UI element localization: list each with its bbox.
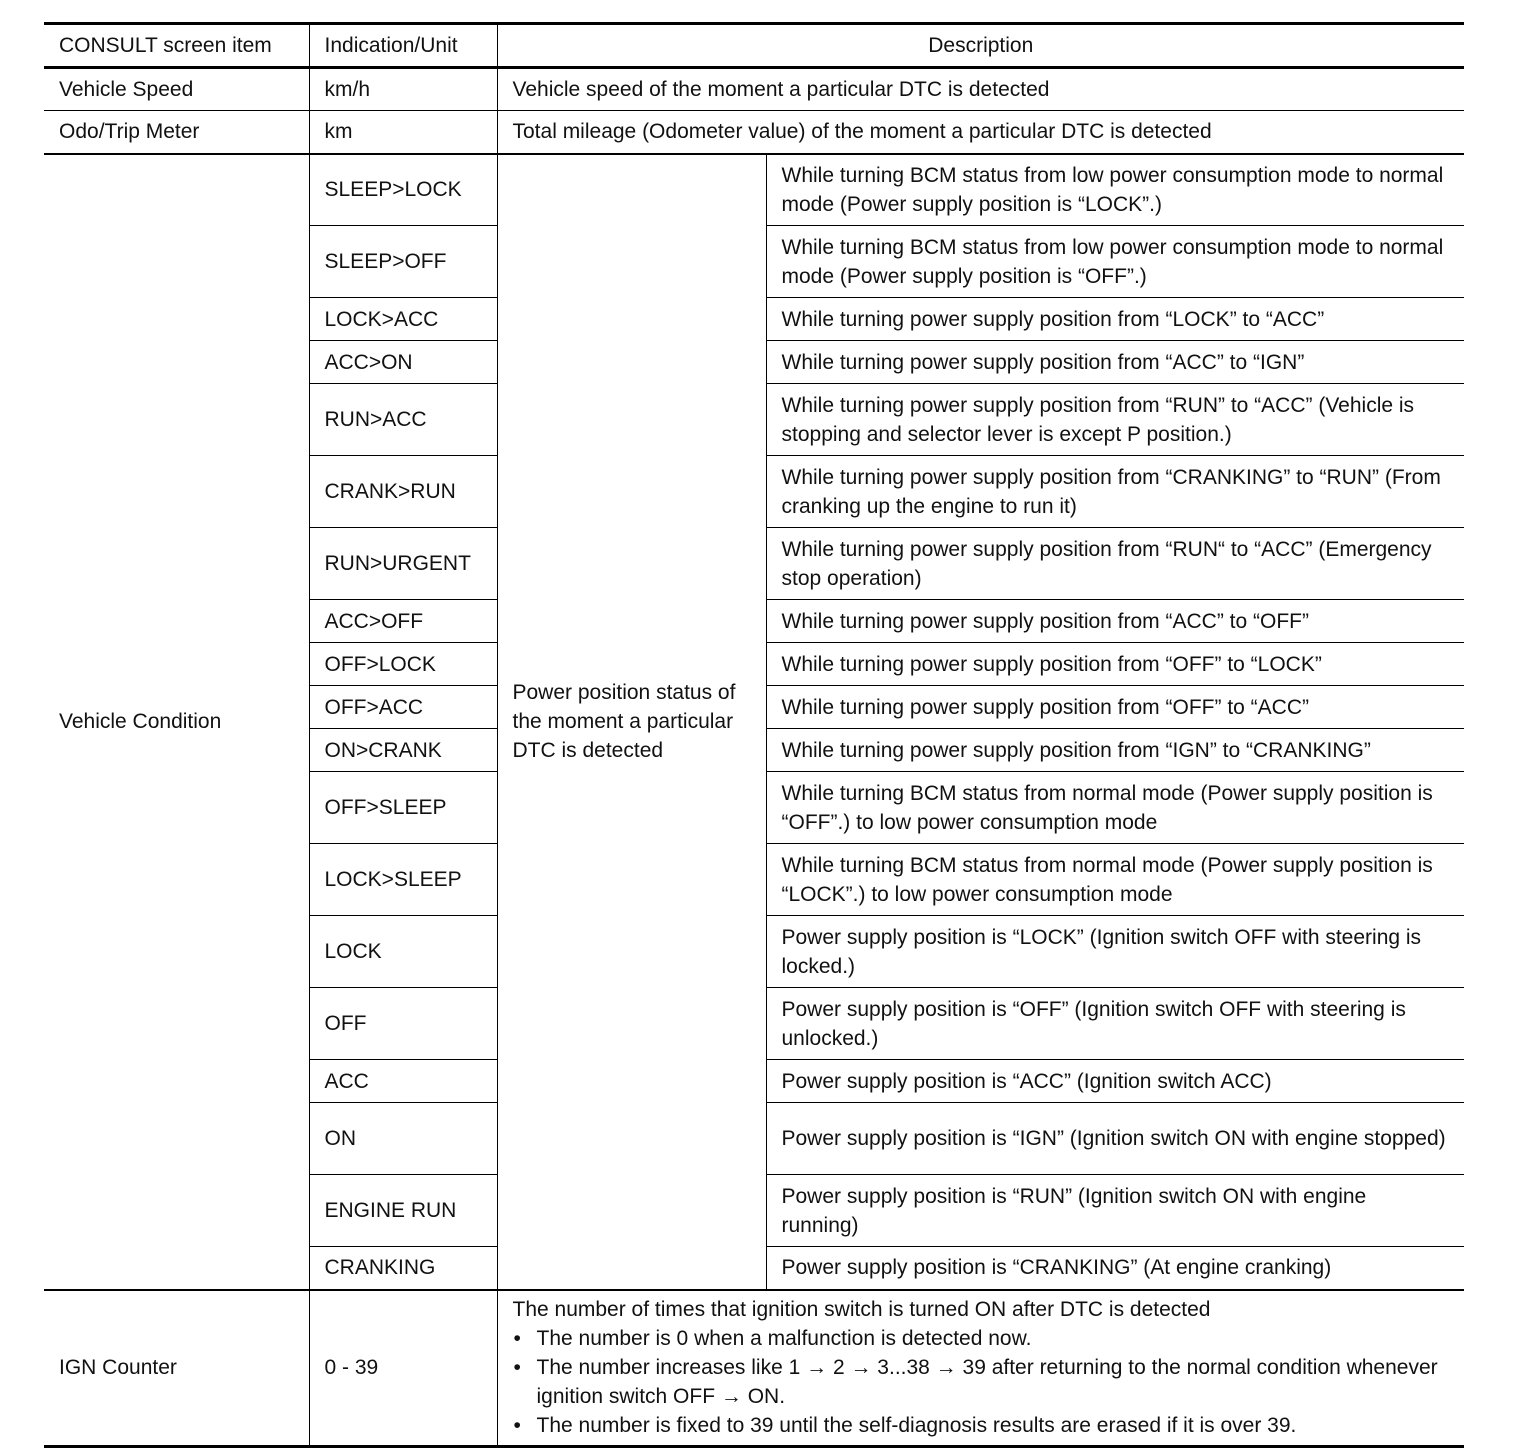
vehicle-condition-description: While turning power supply position from “RUN” to “ACC” (Vehicle is stopping and selector lever is except P position.) [766, 384, 1464, 456]
vehicle-condition-description: While turning BCM status from low power consumption mode to normal mode (Power supply position is “OFF”.) [766, 226, 1464, 298]
vehicle-condition-description: Power supply position is “CRANKING” (At engine cranking) [766, 1247, 1464, 1290]
header-consult-screen-item: CONSULT screen item [44, 24, 309, 68]
vehicle-condition-indication: SLEEP>LOCK [309, 154, 497, 226]
odo-trip-description: Total mileage (Odometer value) of the moment a particular DTC is detected [497, 111, 1464, 154]
ign-counter-intro: The number of times that ignition switch is turned ON after DTC is detected [512, 1298, 1211, 1322]
odo-trip-unit: km [309, 111, 497, 154]
ign-counter-item: IGN Counter [44, 1290, 309, 1447]
vehicle-condition-description: While turning power supply position from “IGN” to “CRANKING” [766, 729, 1464, 772]
vehicle-condition-indication: OFF>LOCK [309, 643, 497, 686]
odo-trip-item: Odo/Trip Meter [44, 111, 309, 154]
vehicle-condition-description: While turning power supply position from “ACC” to “IGN” [766, 341, 1464, 384]
consult-table-container [44, 22, 1464, 1448]
vehicle-condition-item: Vehicle Condition [44, 154, 309, 1290]
row-odo-trip-meter [44, 111, 1464, 154]
vehicle-condition-indication: ACC>ON [309, 341, 497, 384]
vehicle-condition-indication: OFF>ACC [309, 686, 497, 729]
ign-counter-description [497, 1290, 1464, 1447]
vehicle-condition-indication: LOCK [309, 916, 497, 988]
vehicle-condition-description: While turning power supply position from “LOCK” to “ACC” [766, 298, 1464, 341]
vehicle-condition-indication: CRANKING [309, 1247, 497, 1290]
vehicle-condition-description: Power supply position is “OFF” (Ignition switch OFF with steering is unlocked.) [766, 988, 1464, 1060]
vehicle-condition-description: While turning power supply position from “ACC” to “OFF” [766, 600, 1464, 643]
vehicle-condition-indication: LOCK>ACC [309, 298, 497, 341]
vehicle-condition-description: While turning BCM status from normal mode (Power supply position is “LOCK”.) to low power consumption mode [766, 844, 1464, 916]
vehicle-condition-description: While turning power supply position from “CRANKING” to “RUN” (From cranking up the engine to run it) [766, 456, 1464, 528]
vehicle-condition-indication: ACC [309, 1060, 497, 1103]
vehicle-condition-description: While turning BCM status from low power consumption mode to normal mode (Power supply position is “LOCK”.) [766, 154, 1464, 226]
vehicle-condition-description: Power supply position is “RUN” (Ignition switch ON with engine running) [766, 1175, 1464, 1247]
ign-counter-bullet: • The number is fixed to 39 until the self-diagnosis results are erased if it is over 39. [513, 1411, 1450, 1440]
power-position-status-description: Power position status of the moment a particular DTC is detected [497, 154, 766, 1290]
vehicle-condition-description: Power supply position is “ACC” (Ignition switch ACC) [766, 1060, 1464, 1103]
vehicle-condition-description: While turning power supply position from “OFF” to “LOCK” [766, 643, 1464, 686]
vehicle-condition-indication: RUN>URGENT [309, 528, 497, 600]
vehicle-condition-indication: OFF>SLEEP [309, 772, 497, 844]
vehicle-condition-description: While turning BCM status from normal mode (Power supply position is “OFF”.) to low power consumption mode [766, 772, 1464, 844]
header-row [44, 24, 1464, 68]
vehicle-speed-description: Vehicle speed of the moment a particular DTC is detected [497, 68, 1464, 111]
vehicle-condition-description: While turning power supply position from “OFF” to “ACC” [766, 686, 1464, 729]
row-ign-counter [44, 1290, 1464, 1447]
vehicle-condition-indication: ON>CRANK [309, 729, 497, 772]
row-vehicle-speed [44, 68, 1464, 111]
vehicle-condition-indication: CRANK>RUN [309, 456, 497, 528]
vehicle-condition-indication: OFF [309, 988, 497, 1060]
vehicle-condition-indication: LOCK>SLEEP [309, 844, 497, 916]
vehicle-condition-indication: ACC>OFF [309, 600, 497, 643]
vehicle-condition-description: Power supply position is “LOCK” (Ignition switch OFF with steering is locked.) [766, 916, 1464, 988]
vehicle-speed-unit: km/h [309, 68, 497, 111]
vehicle-condition-indication: ENGINE RUN [309, 1175, 497, 1247]
consult-screen-item-table [44, 22, 1464, 1448]
ign-counter-bullet: • The number increases like 1 → 2 → 3...38 → 39 after returning to the normal condition whenever ignition switch OFF → ON. [513, 1353, 1450, 1411]
vehicle-condition-indication: RUN>ACC [309, 384, 497, 456]
header-indication-unit: Indication/Unit [309, 24, 497, 68]
ign-counter-bullet-list [513, 1324, 1450, 1440]
vehicle-condition-indication: ON [309, 1103, 497, 1175]
ign-counter-unit: 0 - 39 [309, 1290, 497, 1447]
header-description: Description [497, 24, 1464, 68]
vehicle-condition-row [44, 154, 1464, 226]
ign-counter-bullet: • The number is 0 when a malfunction is detected now. [513, 1324, 1450, 1353]
vehicle-condition-description: While turning power supply position from “RUN“ to “ACC” (Emergency stop operation) [766, 528, 1464, 600]
vehicle-speed-item: Vehicle Speed [44, 68, 309, 111]
vehicle-condition-description: Power supply position is “IGN” (Ignition switch ON with engine stopped) [766, 1103, 1464, 1175]
vehicle-condition-indication: SLEEP>OFF [309, 226, 497, 298]
